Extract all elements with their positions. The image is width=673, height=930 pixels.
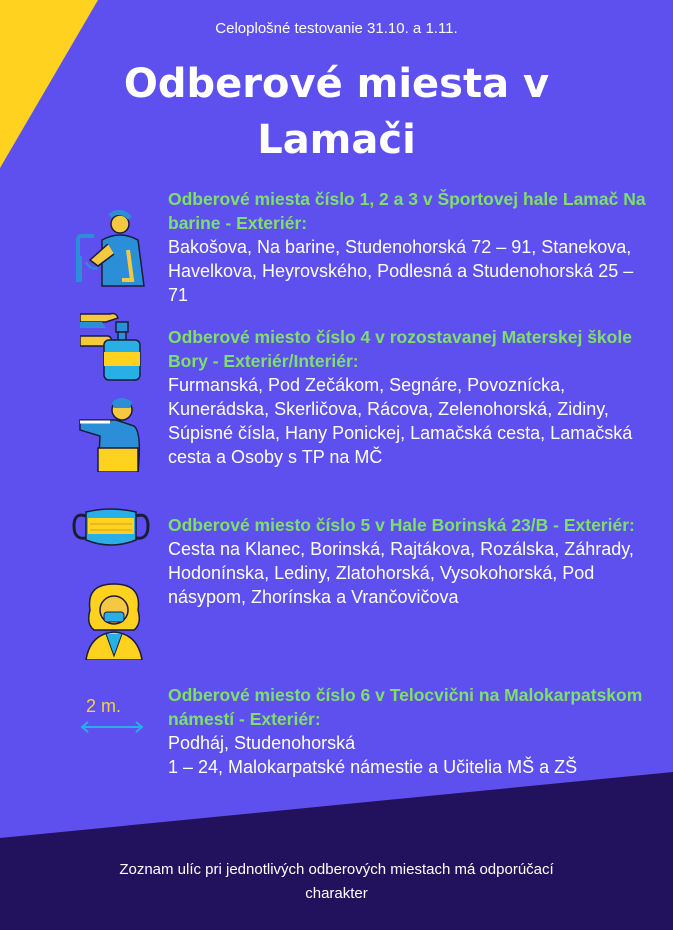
face-mask-icon [72, 504, 150, 550]
page-title: Odberové miesta v Lamači [123, 61, 550, 163]
location-block-2 [168, 325, 648, 469]
location-heading: Odberové miesto číslo 4 v rozostavanej Materskej škole Bory - Exteriér/Interiér: [168, 327, 632, 371]
masked-person-icon [80, 580, 148, 660]
subtitle: Celoplošné testovanie 31.10. a 1.11. [215, 20, 458, 37]
footer-note: Zoznam ulíc pri jednotlivých odberových miestach má odporúčací charakter [119, 861, 554, 902]
location-streets: Cesta na Klanec, Borinská, Rajtákova, Rozálska, Záhrady, Hodonínska, Lediny, Zlatohorská, Vysokohorská, Pod násypom, Zhorínska a Vrančovičova [168, 539, 634, 607]
location-heading: Odberové miesto číslo 6 v Telocvični na Malokarpatskom námestí - Exteriér: [168, 685, 643, 729]
location-streets: Podháj, Studenohorská 1 – 24, Malokarpatské námestie a Učitelia MŠ a ZŠ [168, 733, 578, 777]
distance-arrow-icon [80, 720, 144, 734]
location-heading: Odberové miesto číslo 5 v Hale Borinská 23/B - Exteriér: [168, 515, 635, 535]
location-block-3 [168, 513, 648, 609]
location-streets: Bakošova, Na barine, Studenohorská 72 – 91, Stanekova, Havelkova, Heyrovského, Podlesná a Studenohorská 25 – 71 [168, 237, 634, 305]
location-block-1 [168, 187, 648, 307]
cough-elbow-icon [76, 396, 148, 472]
distance-label: 2 m. [86, 696, 122, 716]
location-streets: Furmanská, Pod Zečákom, Segnáre, Povoznícka, Kunerádska, Skerličova, Rácova, Zelenohorská, Zidiny, Súpisné čísla, Hany Ponickej, Lamačská cesta, Lamačská cesta a Osoby s TP na MČ [168, 375, 633, 467]
hand-sanitizer-icon [80, 306, 148, 382]
location-block-4 [168, 683, 648, 779]
handwashing-icon [72, 210, 152, 290]
location-heading: Odberové miesta číslo 1, 2 a 3 v Športovej hale Lamač Na barine - Exteriér: [168, 189, 646, 233]
